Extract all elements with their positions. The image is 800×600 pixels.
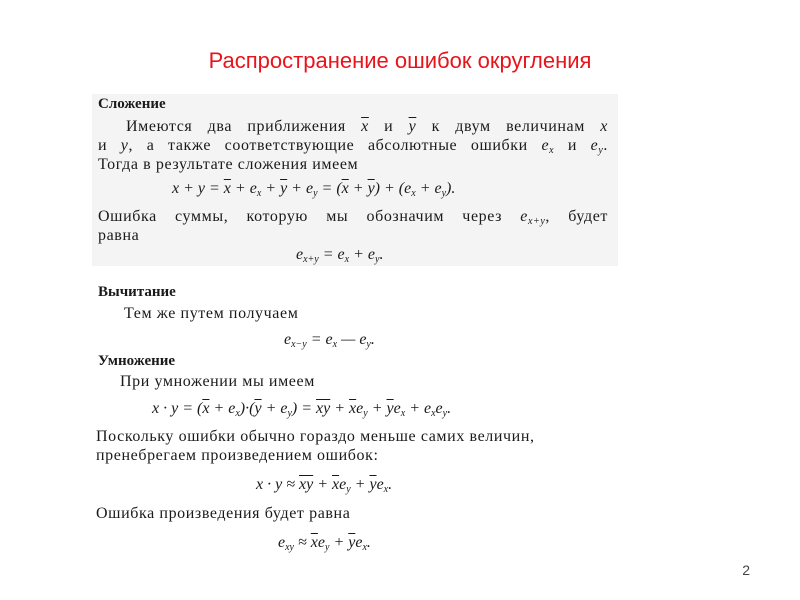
multiplication-formula-1: $x \cdot y = (\overline{x} + e_x)\cdot(\overline{y} + e_y) = \overline{xy} + \overline{x}e_y + \overline{y}e_x + e_xe_y$. <box>152 400 452 419</box>
multiplication-line-1: Поскольку ошибки обычно гораздо меньше самих величин, <box>96 428 535 445</box>
slide-title: Распространение ошибок округления <box>208 48 592 73</box>
addition-line-4: Ошибка суммы, которую мы обозначим через $e_{x+y}$, будет <box>98 208 608 227</box>
subtraction-heading: Вычитание <box>98 284 176 300</box>
addition-line-3: Тогда в результате сложения имеем <box>98 156 359 173</box>
multiplication-heading: Умножение <box>98 353 176 369</box>
addition-formula-2: $e_{x+y} = e_x + e_y$. <box>296 246 384 265</box>
subtraction-formula: $e_{x-y} = e_x$ — $e_y$. <box>284 331 375 350</box>
multiplication-formula-2: $x \cdot y \approx \overline{xy} + \overline{x}e_y + \overline{y}e_x$. <box>256 476 393 495</box>
page-number: 2 <box>742 562 750 578</box>
addition-line-2: и y, а также соответствующие абсолютные ошибки $e_x$ и $e_y$. <box>98 137 608 156</box>
addition-line-5: равна <box>98 227 140 244</box>
addition-line-1: Имеются два приближения $\overline{x}$ и $\overline{y}$ к двум величинам x <box>126 118 608 135</box>
multiplication-line-3: Ошибка произведения будет равна <box>96 505 351 522</box>
multiplication-text: При умножении мы имеем <box>120 373 315 390</box>
addition-formula-1: $x + y = \overline{x} + e_x + \overline{y} + e_y = (\overline{x} + \overline{y}) + (e_x + e_y)$. <box>172 180 456 199</box>
subtraction-text: Тем же путем получаем <box>124 305 299 322</box>
multiplication-formula-3: $e_{xy} \approx \overline{x}e_y + \overline{y}e_x$. <box>278 534 371 553</box>
addition-heading: Сложение <box>98 96 166 112</box>
multiplication-line-2: пренебрегаем произведением ошибок: <box>96 447 379 464</box>
